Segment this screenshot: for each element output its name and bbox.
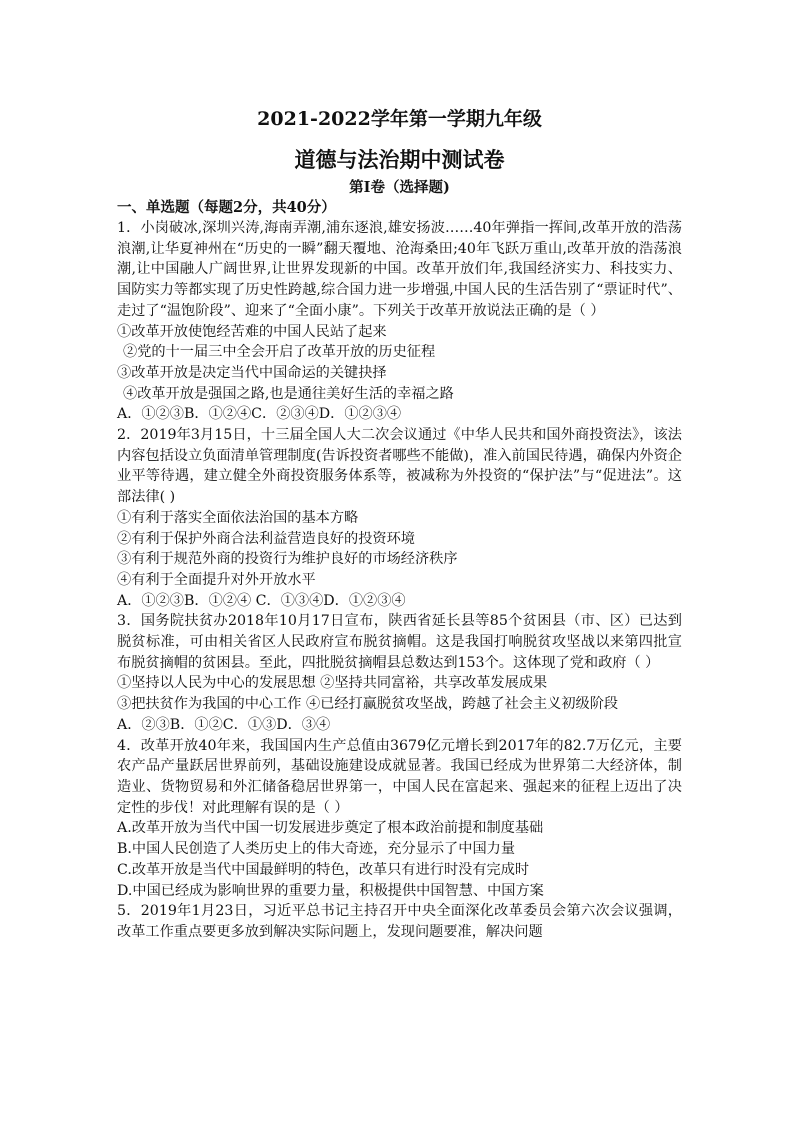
question-4-option-c: C.改革开放是当代中国最鲜明的特色，改革只有进行时没有完成时 [117,861,530,878]
exam-title-line1: 2021-2022学年第一学期九年级 [257,108,542,130]
question-1-answers: A．①②③B．①②④C．②③④D．①②③④ [117,406,402,423]
question-1-item: ②党的十一届三中全会开启了改革开放的历史征程 [123,344,436,361]
question-1-stem: 1．小岗破冰,深圳兴涛,海南弄潮,浦东逐浪,雄安扬波……40年弹指一挥间,改革开放的浩荡浪潮,让华夏神州在“历史的一瞬”翻天覆地、沧海桑田;40年飞跃万重山,改革开放的浩荡浪潮,让中国融人广阔世界,让世界发现新的中国。改革开放们年,我国经济实力、科技实力、国防实力等都实现了历史性跨越,综合国力进一步增强,中国人民的生活告别了“票证时代”、走过了“温饱阶段”、迎来了“全面小康”。下列关于改革开放说法正确的是（ ） [117,220,682,319]
question-4-option-b: B.中国人民创造了人类历史上的伟大奇迹，充分显示了中国力量 [117,841,516,858]
question-3-answers: A．②③B．①②C．①③D．③④ [117,716,331,733]
document-page [117,100,682,943]
section-title: 一、单选题（每题2分，共40分） [117,199,336,216]
question-2-stem: 2．2019年3月15日，十三届全国人大二次会议通过《中华人民共和国外商投资法》，该法内容包括设立负面清单管理制度(告诉投资者哪些不能做)，准入前国民待遇，确保内外资企业平等待遇，建立健全外商投资服务体系等，被减称为外投资的“保护法”与“促进法”。这部法律( ) [117,427,682,506]
question-3-item: ①坚持以人民为中心的发展思想 ②坚持共同富裕，共享改革发展成果 [117,675,548,692]
question-4-stem: 4．改革开放40年来，我国国内生产总值由3679亿元增长到2017年的82.7万亿元，主要农产品产量跃居世界前列，基础设施建设成就显著。我国已经成为世界第二大经济体，制造业、货物贸易和外汇储备稳居世界第一，中国人民在富起来、强起来的征程上迈出了决定性的步伐！对此理解有误的是（ ） [117,737,682,816]
question-2-item: ①有利于落实全面依法治国的基本方略 [117,509,359,526]
question-4-option-d: D.中国已经成为影响世界的重要力量，积极提供中国智慧、中国方案 [117,882,544,899]
question-4-option-a: A.改革开放为当代中国一切发展进步奠定了根本政治前提和制度基础 [117,820,544,837]
question-3-stem: 3．国务院扶贫办2018年10月17日宣布，陕西省延长县等85个贫困县（市、区）已达到脱贫标准，可由相关省区人民政府宣布脱贫摘帽。这是我国打响脱贫攻坚战以来第四批宣布脱贫摘帽的贫困县。至此，四批脱贫摘帽县总数达到153个。这体现了党和政府（ ） [117,613,682,671]
question-1-item: ③改革开放是决定当代中国命运的关键抉择 [117,364,387,381]
exam-title-line2: 道德与法治期中测试卷 [294,147,505,172]
question-3-item: ③把扶贫作为我国的中心工作 ④已经打赢脱贫攻坚战，跨越了社会主义初级阶段 [117,696,619,713]
part-title: 第I卷（选择题) [349,179,450,196]
question-2-item: ③有利于规范外商的投资行为维护良好的市场经济秩序 [117,551,458,568]
question-1-item: ①改革开放使饱经苦难的中国人民站了起来 [117,323,387,340]
question-2-item: ④有利于全面提升对外开放水平 [117,571,316,588]
question-5-stem: 5．2019年1月23日，习近平总书记主持召开中央全面深化改革委员会第六次会议强调，改革工作重点要更多放到解决实际问题上，发现问题要准，解决问题 [117,903,682,940]
question-2-answers: A．①②③B．①②④ C．①③④D．①②③④ [117,592,406,609]
question-2-item: ②有利于保护外商合法利益营造良好的投资环境 [117,530,415,547]
question-1-item: ④改革开放是强国之路,也是通往美好生活的幸福之路 [123,385,454,402]
